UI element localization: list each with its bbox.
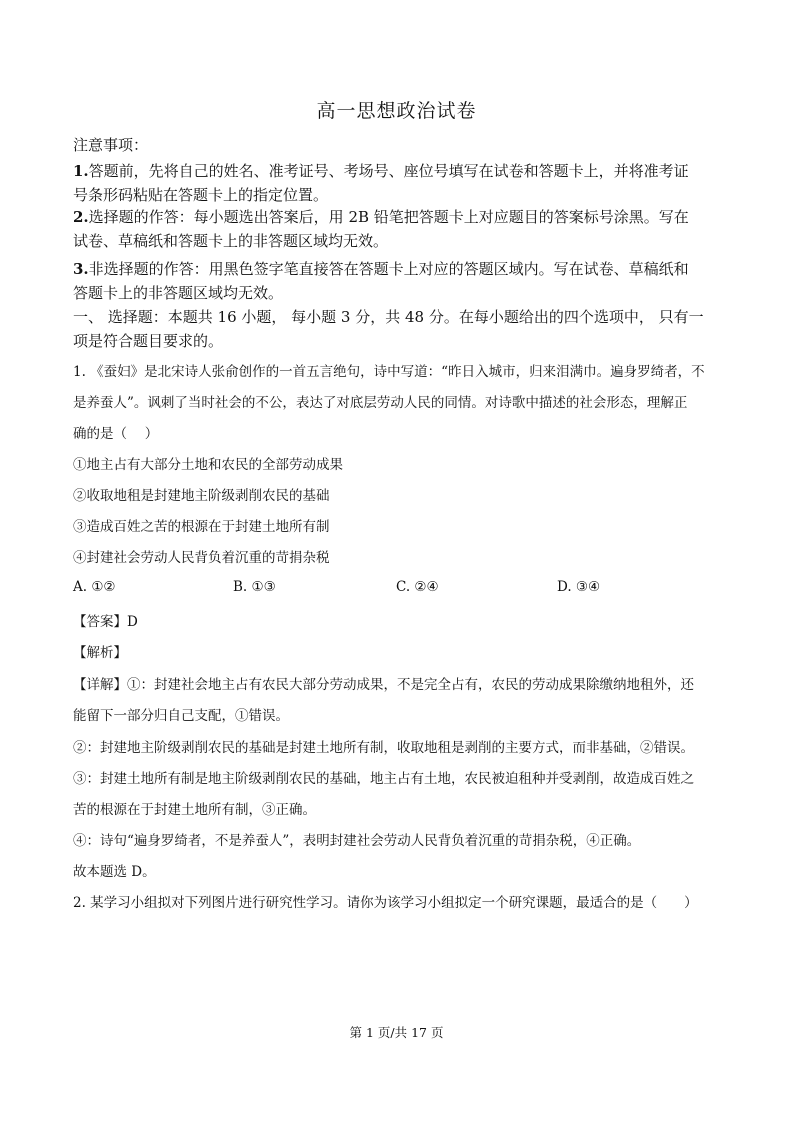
page-footer: 第 1 页/共 17 页 — [349, 1025, 444, 1040]
notice-item-3-line-2: 答题卡上的非答题区域均无效。 — [73, 284, 284, 302]
page-title: 高一思想政治试卷 — [316, 100, 477, 122]
q1-analysis-label: 【解析】 — [73, 645, 127, 661]
q1-option-b: B. ①③ — [233, 579, 276, 595]
q1-detail-line-2: 能留下一部分归自己支配，①错误。 — [73, 708, 289, 724]
q2-stem: 2. 某学习小组拟对下列图片进行研究性学习。请你为该学习小组拟定一个研究课题，最适合的是（ ） — [73, 895, 698, 911]
q1-detail-line-7: 故本题选 D。 — [73, 864, 156, 880]
notice-item-2-text: 选择题的作答：每小题选出答案后，用 2B 铅笔把答题卡上对应题目的答案标号涂黑。写在 — [88, 208, 689, 226]
section-heading-line-2: 项是符合题目要求的。 — [73, 332, 224, 350]
q1-detail-line-5: 苦的根源在于封建土地所有制，③正确。 — [73, 802, 316, 818]
q1-option-d: D. ③④ — [557, 579, 601, 595]
q1-answer-label: 【答案】 — [73, 614, 127, 630]
notice-item-2-number: 2. — [73, 208, 89, 226]
q1-stem-line-1: 1. 《蚕妇》是北宋诗人张俞创作的一首五言绝句，诗中写道：“昨日入城市，归来泪满巾。遍身罗绮者，不 — [73, 364, 705, 380]
notice-item-1-text: 答题前，先将自己的姓名、准考证号、考场号、座位号填写在试卷和答题卡上，并将准考证 — [88, 162, 689, 180]
section-heading-line-1: 一、 选择题：本题共 16 小题， 每小题 3 分，共 48 分。在每小题给出的四个选项中， 只有一 — [73, 308, 704, 326]
q1-stem-line-2: 是养蚕人”。讽刺了当时社会的不公，表达了对底层劳动人民的同情。对诗歌中描述的社会形态，理解正 — [73, 395, 688, 411]
q1-detail-line-4: ③：封建土地所有制是地主阶级剥削农民的基础，地主占有土地，农民被迫租种并受剥削，故造成百姓之 — [73, 771, 694, 787]
notice-item-3-text: 非选择题的作答：用黑色签字笔直接答在答题卡上对应的答题区域内。写在试卷、草稿纸和 — [88, 260, 689, 278]
q1-option-c: C. ②④ — [396, 579, 439, 595]
notice-item-1-line-2: 号条形码粘贴在答题卡上的指定位置。 — [73, 186, 329, 204]
notice-item-3-line-1 — [73, 258, 725, 279]
q1-detail-line-6: ④：诗句“遍身罗绮者，不是养蚕人”，表明封建社会劳动人民背负着沉重的苛捐杂税，④正确。 — [73, 833, 641, 849]
notice-heading: 注意事项： — [73, 136, 149, 154]
q1-detail-line-3: ②：封建地主阶级剥削农民的基础是封建土地所有制，收取地租是剥削的主要方式，而非基础，②错误。 — [73, 740, 694, 756]
q1-stem-line-3: 确的是（ ） — [73, 426, 159, 442]
notice-item-1-number: 1. — [73, 162, 89, 180]
notice-item-1-line-1 — [73, 160, 725, 181]
notice-item-2-line-1 — [73, 206, 725, 227]
q1-detail-line-1: 【详解】①：封建社会地主占有农民大部分劳动成果，不是完全占有，农民的劳动成果除缴纳地租外，还 — [73, 677, 694, 693]
q1-option-a: A. ①② — [73, 579, 116, 595]
q1-statement-1: ①地主占有大部分土地和农民的全部劳动成果 — [73, 457, 343, 473]
notice-item-3-number: 3. — [73, 260, 89, 278]
notice-item-2-line-2: 试卷、草稿纸和答题卡上的非答题区域均无效。 — [73, 232, 389, 250]
q1-statement-3: ③造成百姓之苦的根源在于封建土地所有制 — [73, 519, 330, 535]
q1-statement-2: ②收取地租是封建地主阶级剥削农民的基础 — [73, 488, 330, 504]
q1-answer — [73, 610, 725, 630]
q1-answer-value: D — [127, 614, 138, 630]
q1-statement-4: ④封建社会劳动人民背负着沉重的苛捐杂税 — [73, 550, 330, 566]
